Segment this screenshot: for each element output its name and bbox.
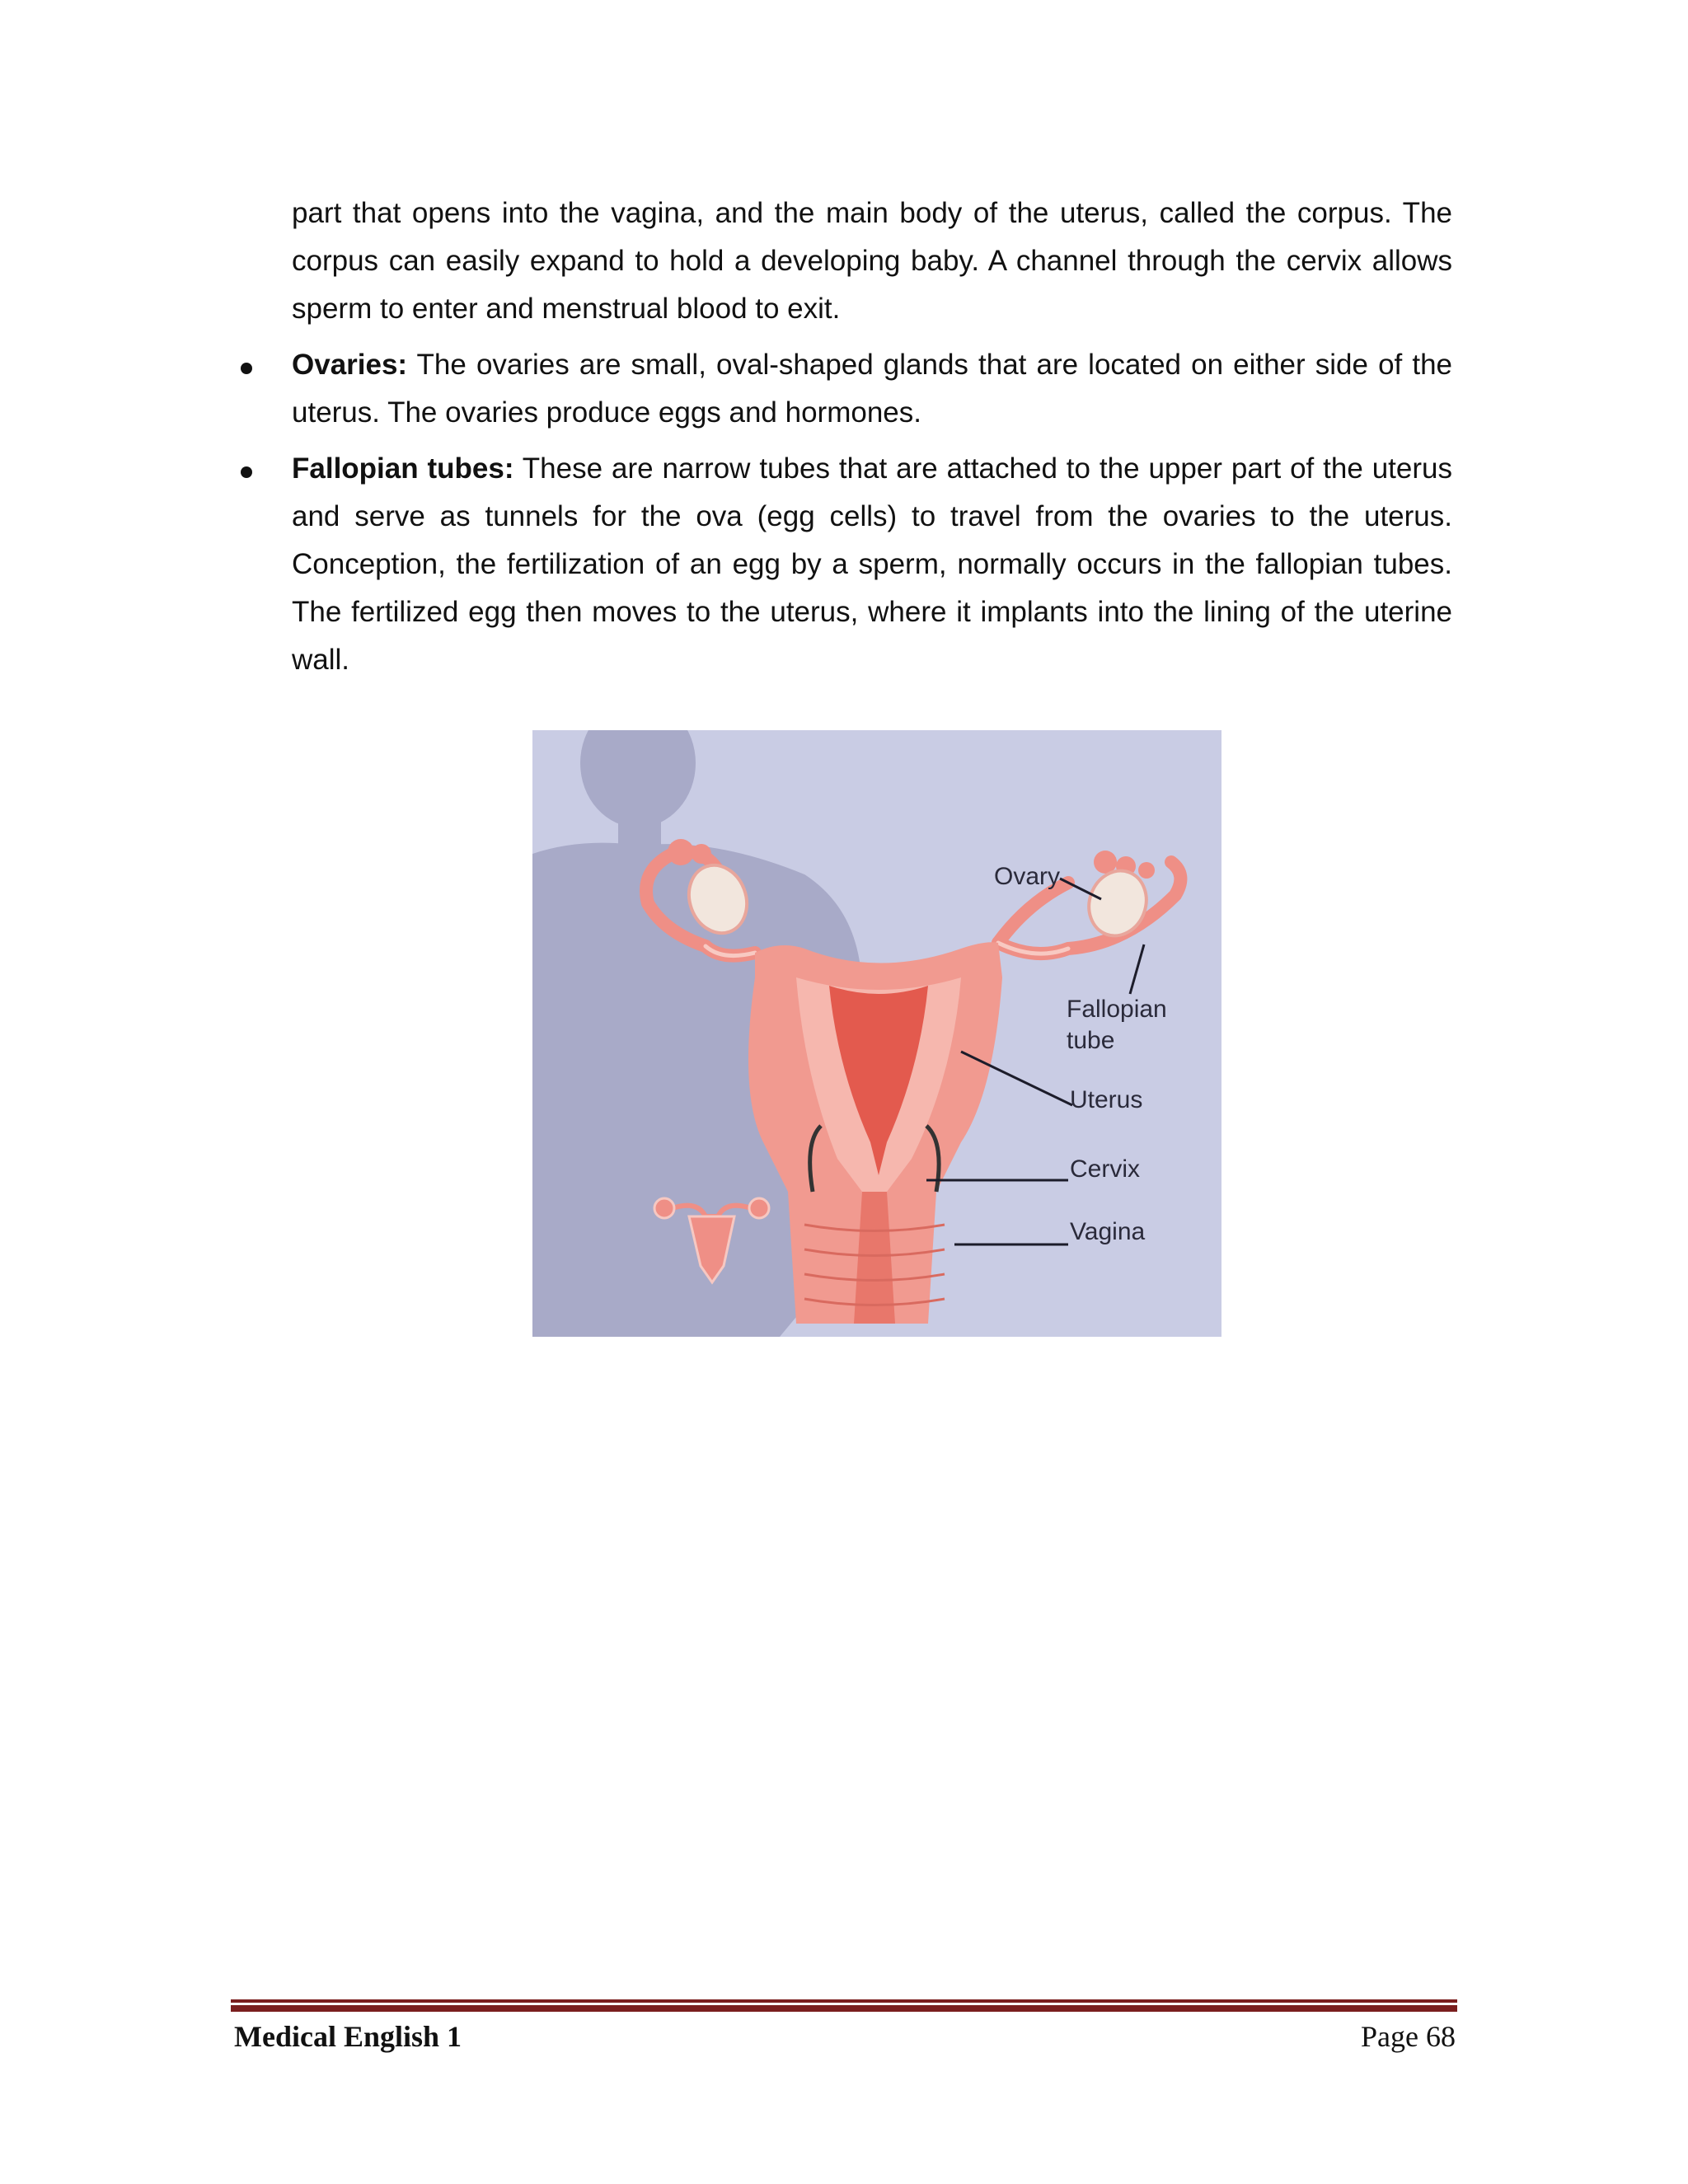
term-ovaries: Ovaries: — [292, 349, 408, 381]
label-vagina: Vagina — [1070, 1218, 1146, 1245]
footer-rule — [231, 1999, 1457, 2003]
footer-rule-thick — [231, 2005, 1457, 2012]
bullet-icon — [241, 363, 252, 374]
footer-title: Medical English 1 — [234, 2020, 462, 2053]
continuation-paragraph: part that opens into the vagina, and the main body of the uterus, called the corpus. The corpus can easily expand to hold a developing baby. A channel through the cervix allows sperm to enter and menstrual blood to exit. — [292, 197, 1452, 325]
term-fallopian-tubes: Fallopian tubes: — [292, 452, 514, 485]
label-fallopian-line2: tube — [1067, 1027, 1115, 1054]
label-ovary: Ovary — [994, 863, 1061, 890]
anatomy-illustration — [532, 730, 1221, 1337]
bullet-ovaries — [292, 341, 1452, 437]
bullet-icon — [241, 466, 252, 478]
label-fallopian-line1: Fallopian — [1067, 996, 1167, 1023]
reproductive-system-figure — [532, 730, 1221, 1337]
page-number: Page 68 — [1361, 2020, 1456, 2053]
label-cervix: Cervix — [1070, 1155, 1141, 1183]
label-uterus: Uterus — [1070, 1086, 1143, 1113]
bullet-fallopian-tubes — [292, 445, 1452, 684]
bullet-ovaries-text: The ovaries are small, oval-shaped glands that are located on either side of the uterus. The ovaries produce eggs and hormones. — [292, 349, 1452, 429]
bullet-fallopian-text: These are narrow tubes that are attached to the upper part of the uterus and serve as tunnels for the ova (egg cells) to travel from the ovaries to the uterus. Conception, the fertilization of an egg by a sperm, normally occurs in the fallopian tubes. The fertilized egg then moves to the uterus, where it implants into the lining of the uterine wall. — [292, 452, 1452, 676]
